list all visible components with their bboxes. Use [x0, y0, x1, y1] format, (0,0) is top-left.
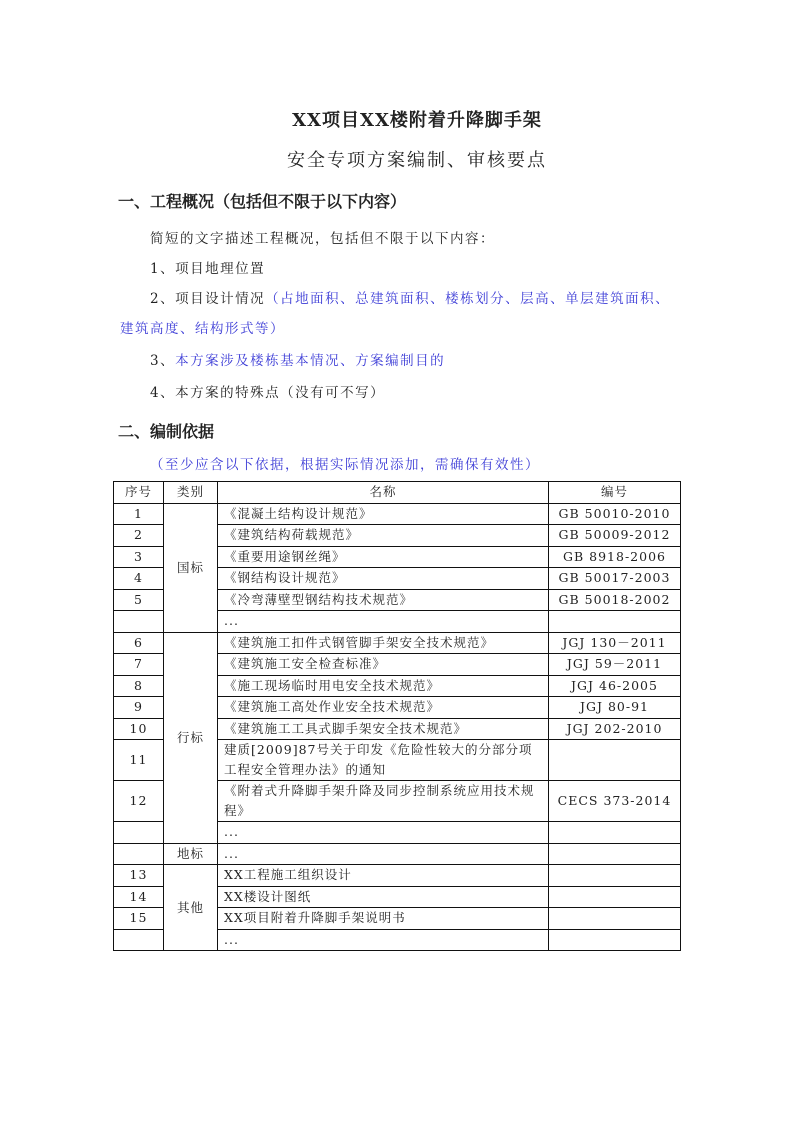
row-number: 5: [114, 589, 164, 611]
row-number: 12: [114, 781, 164, 822]
row-name: XX楼设计图纸: [218, 886, 549, 908]
row-code: [549, 929, 681, 951]
row-code: [549, 886, 681, 908]
row-name: 《附着式升降脚手架升降及同步控制系统应用技术规程》: [218, 781, 549, 822]
section1-item3: [150, 346, 445, 376]
row-name: 建质[2009]87号关于印发《危险性较大的分部分项工程安全管理办法》的通知: [218, 740, 549, 781]
row-name: ...: [218, 929, 549, 951]
row-code: GB 50017-2003: [549, 568, 681, 590]
table-row: [114, 503, 681, 525]
row-category: 地标: [164, 843, 218, 865]
header-name: 名称: [218, 482, 549, 504]
row-name: 《重要用途钢丝绳》: [218, 546, 549, 568]
section1-item4: 4、本方案的特殊点（没有可不写）: [150, 385, 386, 401]
row-name: ...: [218, 611, 549, 633]
row-code: [549, 740, 681, 781]
row-number: 3: [114, 546, 164, 568]
row-name: 《建筑施工高处作业安全技术规范》: [218, 697, 549, 719]
row-name: 《建筑施工扣件式钢管脚手架安全技术规范》: [218, 632, 549, 654]
row-code: JGJ 80-91: [549, 697, 681, 719]
row-code: GB 50018-2002: [549, 589, 681, 611]
table-row: [114, 632, 681, 654]
row-number: 2: [114, 525, 164, 547]
row-code: [549, 843, 681, 865]
table-row: [114, 843, 681, 865]
row-number: 9: [114, 697, 164, 719]
doc-title: XX项目XX楼附着升降脚手架: [292, 110, 542, 131]
row-number: 10: [114, 718, 164, 740]
table-header: [114, 482, 681, 504]
row-code: CECS 373-2014: [549, 781, 681, 822]
row-code: [549, 822, 681, 844]
section1-item1: 1、项目地理位置: [150, 261, 266, 277]
section1-intro: 简短的文字描述工程概况，包括但不限于以下内容：: [150, 231, 495, 247]
row-name: 《建筑施工工具式脚手架安全技术规范》: [218, 718, 549, 740]
item2-prefix: 2、项目设计情况: [150, 291, 266, 307]
row-code: JGJ 46-2005: [549, 675, 681, 697]
item3-prefix: 3、: [150, 353, 176, 369]
row-number: 1: [114, 503, 164, 525]
header-no: 序号: [114, 482, 164, 504]
section2-heading: 二、编制依据: [118, 422, 215, 441]
row-number: 6: [114, 632, 164, 654]
row-name: 《建筑施工安全检查标准》: [218, 654, 549, 676]
row-name: 《混凝土结构设计规范》: [218, 503, 549, 525]
row-number: [114, 929, 164, 951]
row-number: 13: [114, 865, 164, 887]
row-category: 其他: [164, 865, 218, 951]
basis-table: [113, 481, 681, 951]
row-category: 行标: [164, 632, 218, 843]
row-name: ...: [218, 843, 549, 865]
row-code: GB 50009-2012: [549, 525, 681, 547]
row-number: 8: [114, 675, 164, 697]
row-number: 14: [114, 886, 164, 908]
row-name: XX工程施工组织设计: [218, 865, 549, 887]
row-number: [114, 843, 164, 865]
header-code: 编号: [549, 482, 681, 504]
row-number: 15: [114, 908, 164, 930]
row-number: [114, 822, 164, 844]
section2-note: （至少应含以下依据，根据实际情况添加，需确保有效性）: [150, 457, 540, 473]
row-name: 《钢结构设计规范》: [218, 568, 549, 590]
row-name: 《建筑结构荷载规范》: [218, 525, 549, 547]
row-number: 11: [114, 740, 164, 781]
row-number: [114, 611, 164, 633]
doc-subtitle: 安全专项方案编制、审核要点: [287, 150, 547, 171]
table-row: [114, 865, 681, 887]
row-code: GB 50010-2010: [549, 503, 681, 525]
row-name: 《冷弯薄壁型钢结构技术规范》: [218, 589, 549, 611]
row-code: GB 8918-2006: [549, 546, 681, 568]
item3-detail: 本方案涉及楼栋基本情况、方案编制目的: [175, 353, 446, 369]
row-category: 国标: [164, 503, 218, 632]
section1-item2: [120, 284, 685, 344]
row-code: [549, 908, 681, 930]
row-code: [549, 611, 681, 633]
row-code: JGJ 202-2010: [549, 718, 681, 740]
row-code: [549, 865, 681, 887]
row-number: 4: [114, 568, 164, 590]
row-name: 《施工现场临时用电安全技术规范》: [218, 675, 549, 697]
item2-detail: （占地面积、总建筑面积、楼栋划分、层高、单层建筑面积、建筑高度、结构形式等）: [120, 291, 671, 337]
row-code: JGJ 59－2011: [549, 654, 681, 676]
row-code: JGJ 130－2011: [549, 632, 681, 654]
row-number: 7: [114, 654, 164, 676]
section1-heading: 一、工程概况（包括但不限于以下内容）: [118, 192, 407, 211]
row-name: XX项目附着升降脚手架说明书: [218, 908, 549, 930]
row-name: ...: [218, 822, 549, 844]
header-category: 类别: [164, 482, 218, 504]
